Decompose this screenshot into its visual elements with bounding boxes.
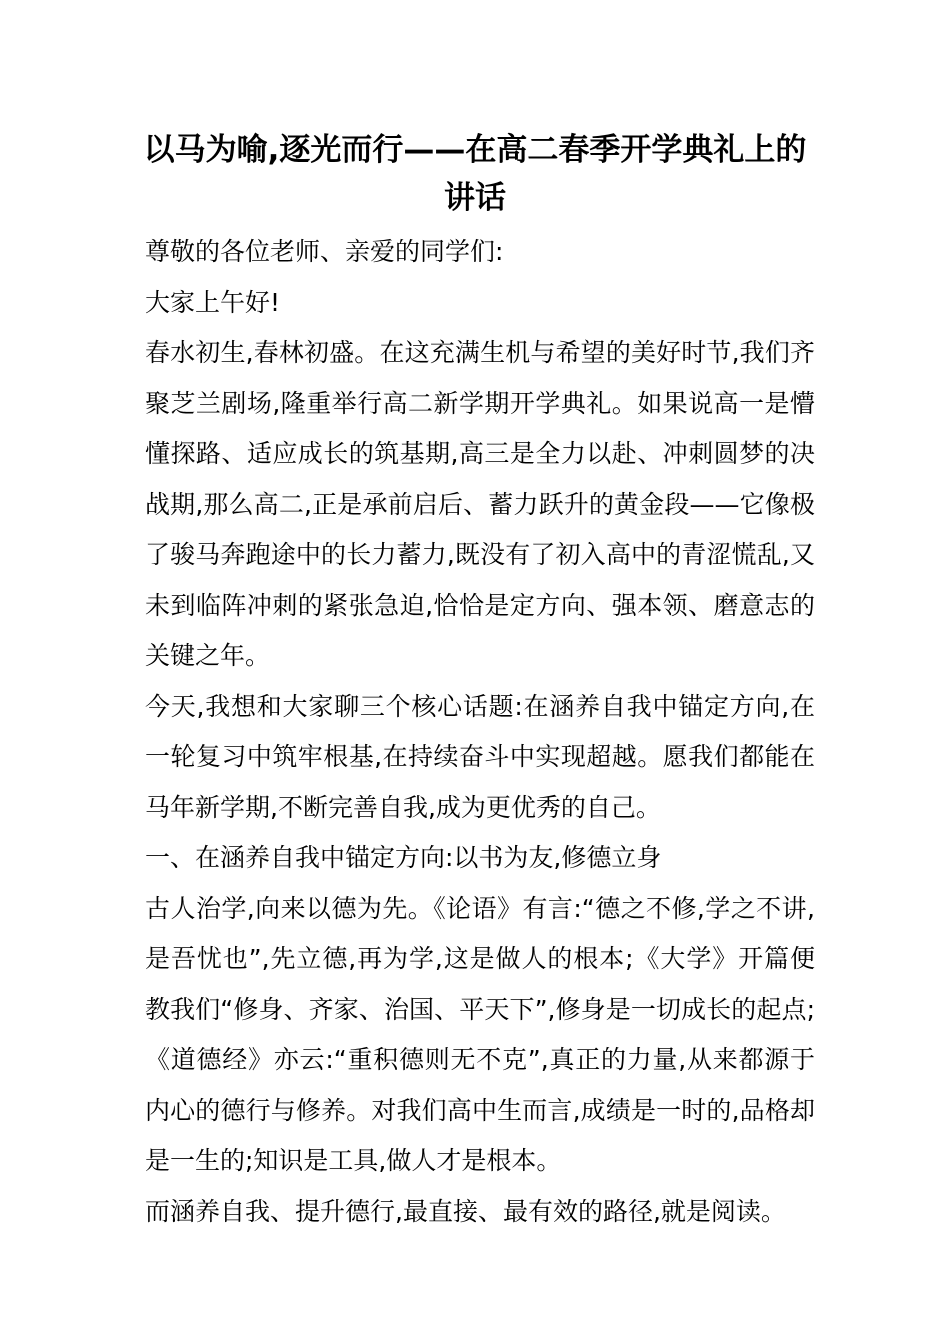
paragraph-virtue: 古人治学,向来以德为先。《论语》有言:“德之不修,学之不讲,是吾忧也”,先立德,再为学,这是做人的根本;《大学》开篇便教我们“修身、齐家、治国、平天下”,修身是一切成长的起点;《道德经》亦云:“重积德则无不克”,真正的力量,从来都源于内心的德行与修养。对我们高中生而言,成绩是一时的,品格却是一生的;知识是工具,做人才是根本。 <box>145 893 815 1175</box>
salutation: 尊敬的各位老师、亲爱的同学们: <box>145 237 504 266</box>
section-heading-1: 一、在涵养自我中锚定方向:以书为友,修德立身 <box>145 843 662 872</box>
paragraph-topics: 今天,我想和大家聊三个核心话题:在涵养自我中锚定方向,在一轮复习中筑牢根基,在持续奋斗中实现超越。愿我们都能在马年新学期,不断完善自我,成为更优秀的自己。 <box>145 691 815 822</box>
paragraph-opening: 春水初生,春林初盛。在这充满生机与希望的美好时节,我们齐聚芝兰剧场,隆重举行高二新学期开学典礼。如果说高一是懵懂探路、适应成长的筑基期,高三是全力以赴、冲刺圆梦的决战期,那么高二,正是承前启后、蓄力跃升的黄金段——它像极了骏马奔跑途中的长力蓄力,既没有了初入高中的青涩慌乱,又未到临阵冲刺的紧张急迫,恰恰是定方向、强本领、磨意志的关键之年。 <box>145 338 815 670</box>
paragraph-reading: 而涵养自我、提升德行,最直接、最有效的路径,就是阅读。 <box>145 1196 786 1226</box>
greeting: 大家上午好! <box>145 287 281 317</box>
page-title: 以马为喻,逐光而行——在高二春季开学典礼上的讲话 <box>143 132 807 216</box>
document-body <box>145 227 815 1237</box>
